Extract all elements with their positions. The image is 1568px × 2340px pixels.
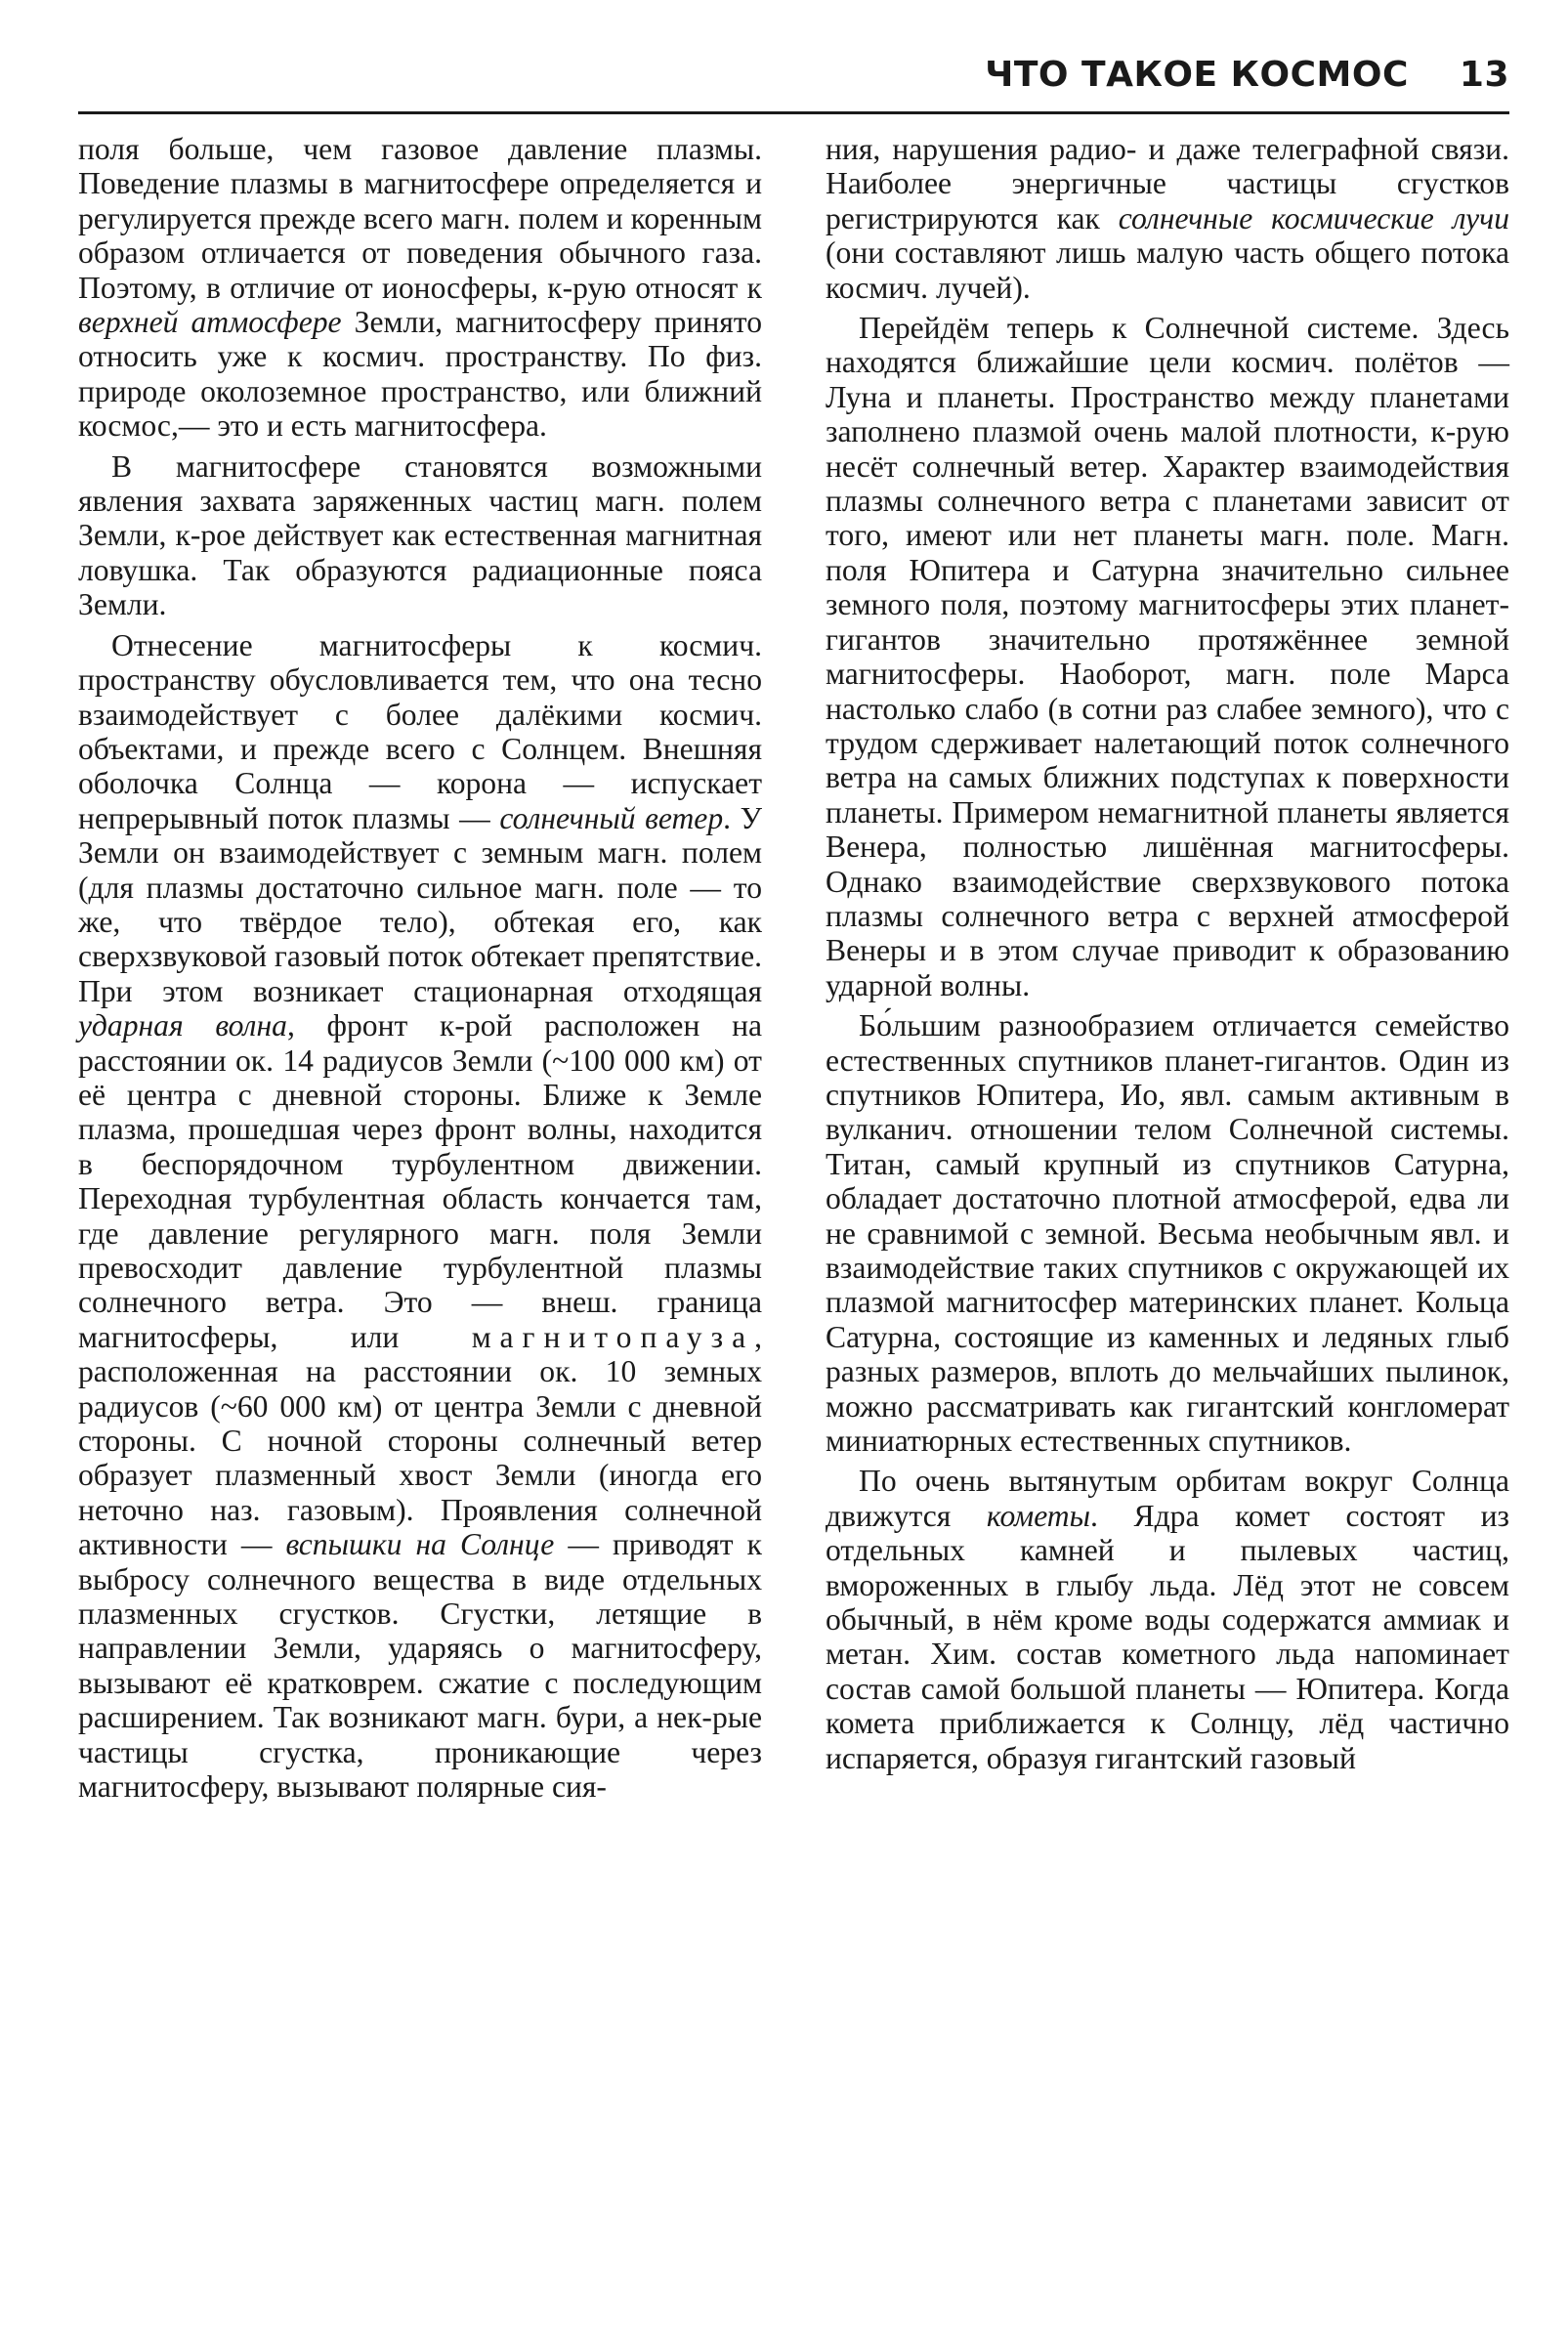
term-upper-atmosphere: верхней атмосфере — [78, 305, 342, 340]
text-columns — [78, 132, 1509, 1810]
header-rule — [78, 111, 1509, 114]
running-title: ЧТО ТАКОЕ КОСМОС — [985, 54, 1409, 95]
term-comets: кометы — [986, 1498, 1091, 1533]
running-header — [78, 45, 1509, 104]
right-paragraph-1: ния, нарушения радио- и даже телеграфной связи. Наиболее энергичные частицы сгустков регистрируются как солнечные космические лучи (они составляют лишь малую часть общего потока космич. лучей). — [826, 132, 1509, 305]
right-column — [826, 132, 1509, 1810]
term-magnetopause: магнитопауза — [471, 1319, 755, 1354]
right-paragraph-3: Бо́льшим разнообразием отличается семейство естественных спутников планет-гигантов. Один из спутников Юпитера, Ио, явл. самым активным в вулканич. отношении телом Солнечной системы. Титан, самый крупный из спутников Сатурна, обладает достаточно плотной атмосферой, едва ли не сравнимой с земной. Весьма необычным явл. и взаимодействие таких спутников с окружающей их плазмой магнитосфер материнских планет. Кольца Сатурна, состоящие из каменных и ледяных глыб разных размеров, вплоть до мельчайших пылинок, можно рассматривать как гигантский конгломерат миниатюрных естественных спутников. — [826, 1008, 1509, 1459]
right-paragraph-4: По очень вытянутым орбитам вокруг Солнца движутся кометы. Ядра комет состоят из отдельных камней и пылевых частиц, вмороженных в глыбу льда. Лёд этот не совсем обычный, в нём кроме воды содержатся аммиак и метан. Хим. состав кометного льда напоминает состав самой большой планеты — Юпитера. Когда комета приближается к Солнцу, лёд частично испаряется, образуя гигантский газовый — [826, 1464, 1509, 1775]
term-solar-cosmic-rays: солнечные космические лучи — [1118, 200, 1509, 235]
page-number: 13 — [1459, 54, 1509, 95]
term-shock-wave: ударная волна — [78, 1008, 287, 1043]
left-paragraph-2: В магнитосфере становятся возможными явления захвата заряженных частиц магн. полем Земли, к-рое действует как естественная магнитная ловушка. Так образуются радиационные пояса Земли. — [78, 448, 762, 622]
left-paragraph-3: Отнесение магнитосферы к космич. пространству обусловливается тем, что она тесно взаимодействует с более далёкими космич. объектами, и прежде всего с Солнцем. Внешняя оболочка Солнца — корона — испускает непрерывный поток плазмы — солнечный ветер. У Земли он взаимодействует с земным магн. полем (для плазмы достаточно сильное магн. поле — то же, что твёрдое тело), обтекая его, как сверхзвуковой газовый поток обтекает препятствие. При этом возникает стационарная отходящая ударная волна, фронт к-рой расположен на расстоянии ок. 14 радиусов Земли (~100 000 км) от её центра с дневной стороны. Ближе к Земле плазма, прошедшая через фронт волны, находится в беспорядочном турбулентном движении. Переходная турбулентная область кончается там, где давление регулярного магн. поля Земли превосходит давление турбулентной плазмы солнечного ветра. Это — внеш. граница магнитосферы, или магнитопауза, расположенная на расстоянии ок. 10 земных радиусов (~60 000 км) от центра Земли с дневной стороны. С ночной стороны солнечный ветер образует плазменный хвост Земли (иногда его неточно наз. газовым). Проявления солнечной активности — вспышки на Солнце — приводят к выбросу солнечного вещества в виде отдельных плазменных сгустков. Сгустки, летящие в направлении Земли, ударяясь о магнитосферу, вызывают её кратковрем. сжатие с последующим расширением. Так возникают магн. бури, а нек-рые частицы сгустка, проникающие через магнитосферу, вызывают полярные сия- — [78, 627, 762, 1805]
right-paragraph-2: Перейдём теперь к Солнечной системе. Здесь находятся ближайшие цели космич. полётов — Луна и планеты. Пространство между планетами заполнено плазмой очень малой плотности, к-рую несёт солнечный ветер. Характер взаимодействия плазмы солнечного ветра с планетами зависит от того, имеют или нет планеты магн. поле. Магн. поля Юпитера и Сатурна значительно сильнее земного поля, поэтому магнитосферы этих планет-гигантов значительно протяжённее земной магнитосферы. Наоборот, магн. поле Марса настолько слабо (в сотни раз слабее земного), что с трудом сдерживает налетающий поток солнечного ветра на самых ближних подступах к поверхности планеты. Примером немагнитной планеты является Венера, полностью лишённая магнитосферы. Однако взаимодействие сверхзвукового потока плазмы солнечного ветра с верхней атмосферой Венеры и в этом случае приводит к образованию ударной волны. — [826, 311, 1509, 1002]
left-paragraph-1: поля больше, чем газовое давление плазмы. Поведение плазмы в магнитосфере определяется и регулируется прежде всего магн. полем и коренным образом отличается от поведения обычного газа. Поэтому, в отличие от ионосферы, к-рую относят к верхней атмосфере Земли, магнитосферу принято относить уже к космич. пространству. По физ. природе околоземное пространство, или ближний космос,— это и есть магнитосфера. — [78, 132, 762, 444]
left-column — [78, 132, 762, 1810]
term-solar-wind: солнечный ветер — [499, 800, 724, 835]
term-solar-flares: вспышки на Солнце — [285, 1527, 555, 1562]
